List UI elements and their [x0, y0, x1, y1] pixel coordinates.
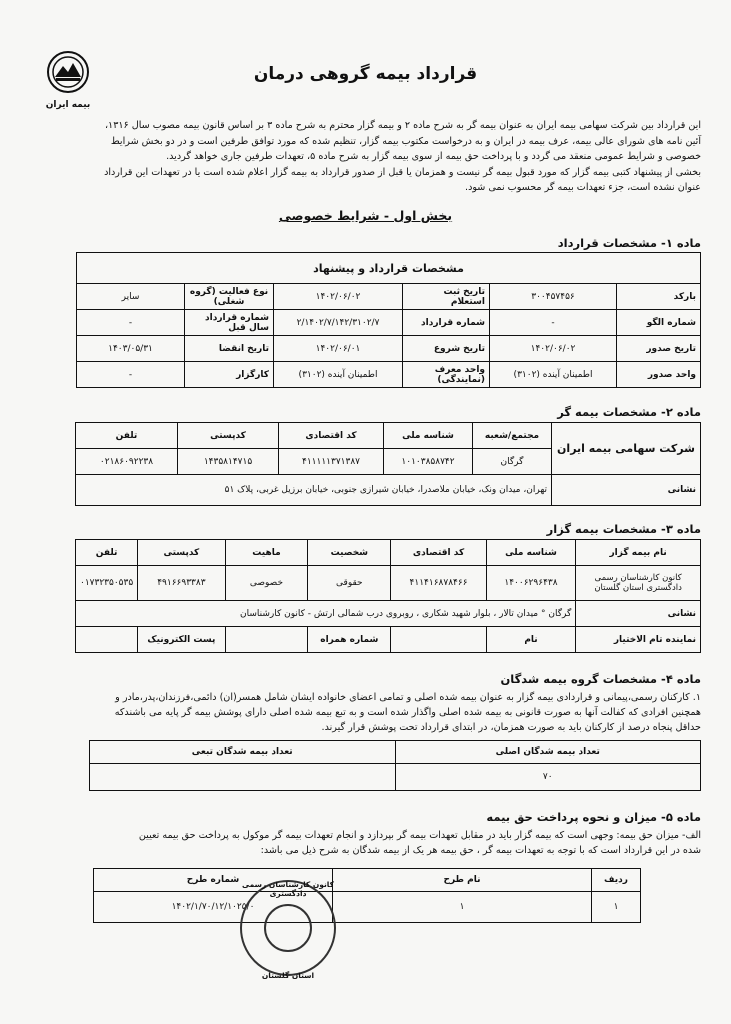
cell-value: ۱۴۳۵۸۱۴۷۱۵ — [178, 449, 279, 475]
column-header: شماره طرح — [94, 869, 333, 892]
paragraph-line: حداقل پنجاه درصد از کارکنان باید به صورت همزمان، در ابتدای قرارداد تحت پوشش قرار گیرند. — [321, 722, 701, 733]
official-stamp — [240, 880, 336, 980]
cell-value — [76, 627, 138, 653]
cell-value: ۱ — [333, 892, 592, 923]
contract-spec-table — [76, 252, 701, 388]
cell-label: شماره قرارداد سال قبل — [185, 310, 274, 336]
cell-label: نشانی — [576, 601, 701, 627]
cell-value: - — [77, 362, 185, 388]
cell-value: ۴۱۱۴۱۶۸۷۸۴۶۶ — [391, 566, 486, 601]
column-header: تلفن — [76, 423, 178, 449]
cell-label: نام — [486, 627, 575, 653]
cell-value: ۷۰ — [395, 764, 701, 791]
stamp-text: استان گلستان — [261, 971, 315, 980]
policyholder-table — [75, 539, 701, 653]
cell-value: کانون کارشناسان رسمی دادگستری استان گلستان — [576, 566, 701, 601]
cell-label: تاریخ انقضا — [185, 336, 274, 362]
intro-line: خصوصی و شرایط عمومی منعقد می گردد و با پرداخت حق بیمه از سوی بیمه گزار به شرح ماده ۵، تعهدات طرفین جاری خواهد گردید. — [166, 151, 701, 162]
cell-value — [225, 627, 308, 653]
column-header: نام بیمه گزار — [576, 540, 701, 566]
column-header: ماهیت — [225, 540, 308, 566]
cell-label: نماینده تام الاختیار — [576, 627, 701, 653]
cell-value — [90, 764, 396, 791]
paragraph-line: شده در این قرارداد است که با توجه به تعهدات بیمه گر ، حق بیمه هر یک از بیمه شدگان به شرح ذیل می باشد: — [260, 845, 701, 856]
column-header: شخصیت — [308, 540, 391, 566]
cell-label: تاریخ شروع — [403, 336, 490, 362]
cell-value: - — [490, 310, 617, 336]
cell-label: شماره همراه — [308, 627, 391, 653]
insurer-table — [75, 422, 701, 506]
column-header: کدپستی — [138, 540, 225, 566]
cell-label: بارکد — [617, 284, 701, 310]
table-title: مشخصات قرارداد و پیشنهاد — [77, 253, 701, 284]
cell-value: - — [77, 310, 185, 336]
cell-label: شماره قرارداد — [403, 310, 490, 336]
cell-label: واحد صدور — [617, 362, 701, 388]
cell-value: ۱ — [592, 892, 641, 923]
paragraph-line: ۱. کارکنان رسمی،پیمانی و قراردادی بیمه گزار به عنوان بیمه شده اصلی و تمامی اعضای خانواده ایشان شامل همسر(ان) دائمی،فرزندان،پدر،مادر و — [115, 692, 701, 703]
column-header: تعداد بیمه شدگان تبعی — [90, 741, 396, 764]
insurer-address: تهران، میدان ونک، خیابان ملاصدرا، خیابان شیرازی جنوبی، خیابان برزیل غربی، پلاک ۵۱ — [76, 475, 552, 506]
cell-value — [391, 627, 486, 653]
cell-value: گرگان — [473, 449, 552, 475]
cell-value: ۱۴۰۳/۰۵/۳۱ — [77, 336, 185, 362]
article-5-heading: ماده ۵- میزان و نحوه پرداخت حق بیمه — [486, 810, 701, 824]
cell-value: ۳۰۰۴۵۷۴۵۶ — [490, 284, 617, 310]
cell-label: نشانی — [552, 475, 701, 506]
page-title: قرارداد بیمه گروهی درمان — [253, 64, 478, 84]
column-header: شناسه ملی — [384, 423, 473, 449]
column-header: تلفن — [76, 540, 138, 566]
cell-value: خصوصی — [225, 566, 308, 601]
column-header: کد اقتصادی — [279, 423, 384, 449]
article-3-heading: ماده ۳- مشخصات بیمه گزار — [546, 522, 701, 536]
cell-value: ۴۱۱۱۱۱۳۷۱۳۸۷ — [279, 449, 384, 475]
column-header: تعداد بیمه شدگان اصلی — [395, 741, 701, 764]
column-header: کد اقتصادی — [391, 540, 486, 566]
intro-line: آئین نامه های شورای عالی بیمه، عرف بیمه در ایران و به درخواست مکتوب بیمه گزار، تنظیم شده که مورد توافق طرفین است و در دو بخش شرایط — [110, 135, 701, 147]
column-header: شناسه ملی — [486, 540, 575, 566]
paragraph-line: الف- میزان حق بیمه: وجهی است که بیمه گزار باید در مقابل تعهدات بیمه گر بپردازد و انجام تعهدات بیمه گر موکول به پرداخت حق بیمه تعیین — [138, 830, 701, 841]
column-header: مجتمع/شعبه — [473, 423, 552, 449]
cell-value: ۱۴۰۲/۰۶/۰۱ — [274, 336, 403, 362]
cell-value: ۴۹۱۶۶۹۳۳۸۳ — [138, 566, 225, 601]
cell-label: نوع فعالیت (گروه شغلی) — [185, 284, 274, 310]
column-header: کدپستی — [178, 423, 279, 449]
article-4-paragraph — [36, 690, 701, 735]
intro-line: بخشی از پیشنهاد کتبی بیمه گزار که مورد قبول بیمه گر نیست و همزمان یا قبل از صدور قرارداد به بیمه گزار اعلام شده است یا در تعهدات این قرارداد — [104, 166, 701, 178]
cell-label: تاریخ صدور — [617, 336, 701, 362]
insurer-name: شرکت سهامی بیمه ایران — [552, 423, 701, 475]
cell-value: ۱۴۰۲/۰۶/۰۲ — [274, 284, 403, 310]
intro-paragraph — [38, 118, 701, 196]
policyholder-address: گرگان ° میدان تالار ، بلوار شهید شکاری ، روبروی درب شمالی ارتش - کانون کارشناسان — [76, 601, 576, 627]
intro-line: این قرارداد بین شرکت سهامی بیمه ایران به عنوان بیمه گر به شرح ماده ۲ و بیمه گزار محترم به شرح ماده ۳ بر اساس قانون بیمه مصوب سال ۱۳۱۶، — [104, 120, 701, 131]
article-1-heading: ماده ۱- مشخصات قرارداد — [557, 236, 701, 250]
cell-value: ۱۰۱۰۳۸۵۸۷۴۲ — [384, 449, 473, 475]
cell-label: واحد معرف (نمایندگی) — [403, 362, 490, 388]
insured-count-table — [89, 740, 701, 791]
article-2-heading: ماده ۲- مشخصات بیمه گر — [557, 405, 701, 419]
cell-value: ۱۴۰۲/۱/۷۰/۱۲/۱۰۲۵/۰ — [94, 892, 333, 923]
cell-value: حقوقی — [308, 566, 391, 601]
cell-value: ۲/۱۴۰۲/۷/۱۴۲/۳۱۰۲/۷ — [274, 310, 403, 336]
cell-value: ۱۴۰۲/۰۶/۰۲ — [490, 336, 617, 362]
cell-value: ۱۴۰۰۶۲۹۶۴۳۸ — [486, 566, 575, 601]
logo-text: بیمه ایران — [45, 100, 91, 110]
cell-value: اطمینان آینده (۳۱۰۲) — [274, 362, 403, 388]
cell-label: کارگزار — [185, 362, 274, 388]
stamp-text: کانون کارشناسان رسمی دادگستری — [242, 880, 334, 898]
section-title: بخش اول - شرایط خصوصی — [278, 208, 453, 223]
cell-label: تاریخ ثبت استعلام — [403, 284, 490, 310]
stamp-emblem-icon — [264, 904, 312, 952]
article-5-paragraph — [36, 828, 701, 858]
cell-label: پست الکترونیک — [138, 627, 225, 653]
article-4-heading: ماده ۴- مشخصات گروه بیمه شدگان — [500, 672, 701, 686]
paragraph-line: همچنین افرادی که کفالت آنها به صورت قانونی به بیمه شده اصلی واگذار شده است و به تبع بیمه شده اصلی دارای پوشش بیمه گر پایه می باشندکه — [114, 707, 701, 718]
cell-label: شماره الگو — [617, 310, 701, 336]
column-header: نام طرح — [333, 869, 592, 892]
premium-plan-table — [93, 868, 641, 923]
cell-value: ۰۱۷۳۲۳۵۰۵۳۵ — [76, 566, 138, 601]
intro-line: عنوان نشده است، جزء تعهدات بیمه گر محسوب نمی شود. — [465, 182, 701, 193]
cell-value: اطمینان آینده (۳۱۰۲) — [490, 362, 617, 388]
cell-value: ۰۲۱۸۶۰۹۲۲۳۸ — [76, 449, 178, 475]
column-header: ردیف — [592, 869, 641, 892]
cell-value: سایر — [77, 284, 185, 310]
